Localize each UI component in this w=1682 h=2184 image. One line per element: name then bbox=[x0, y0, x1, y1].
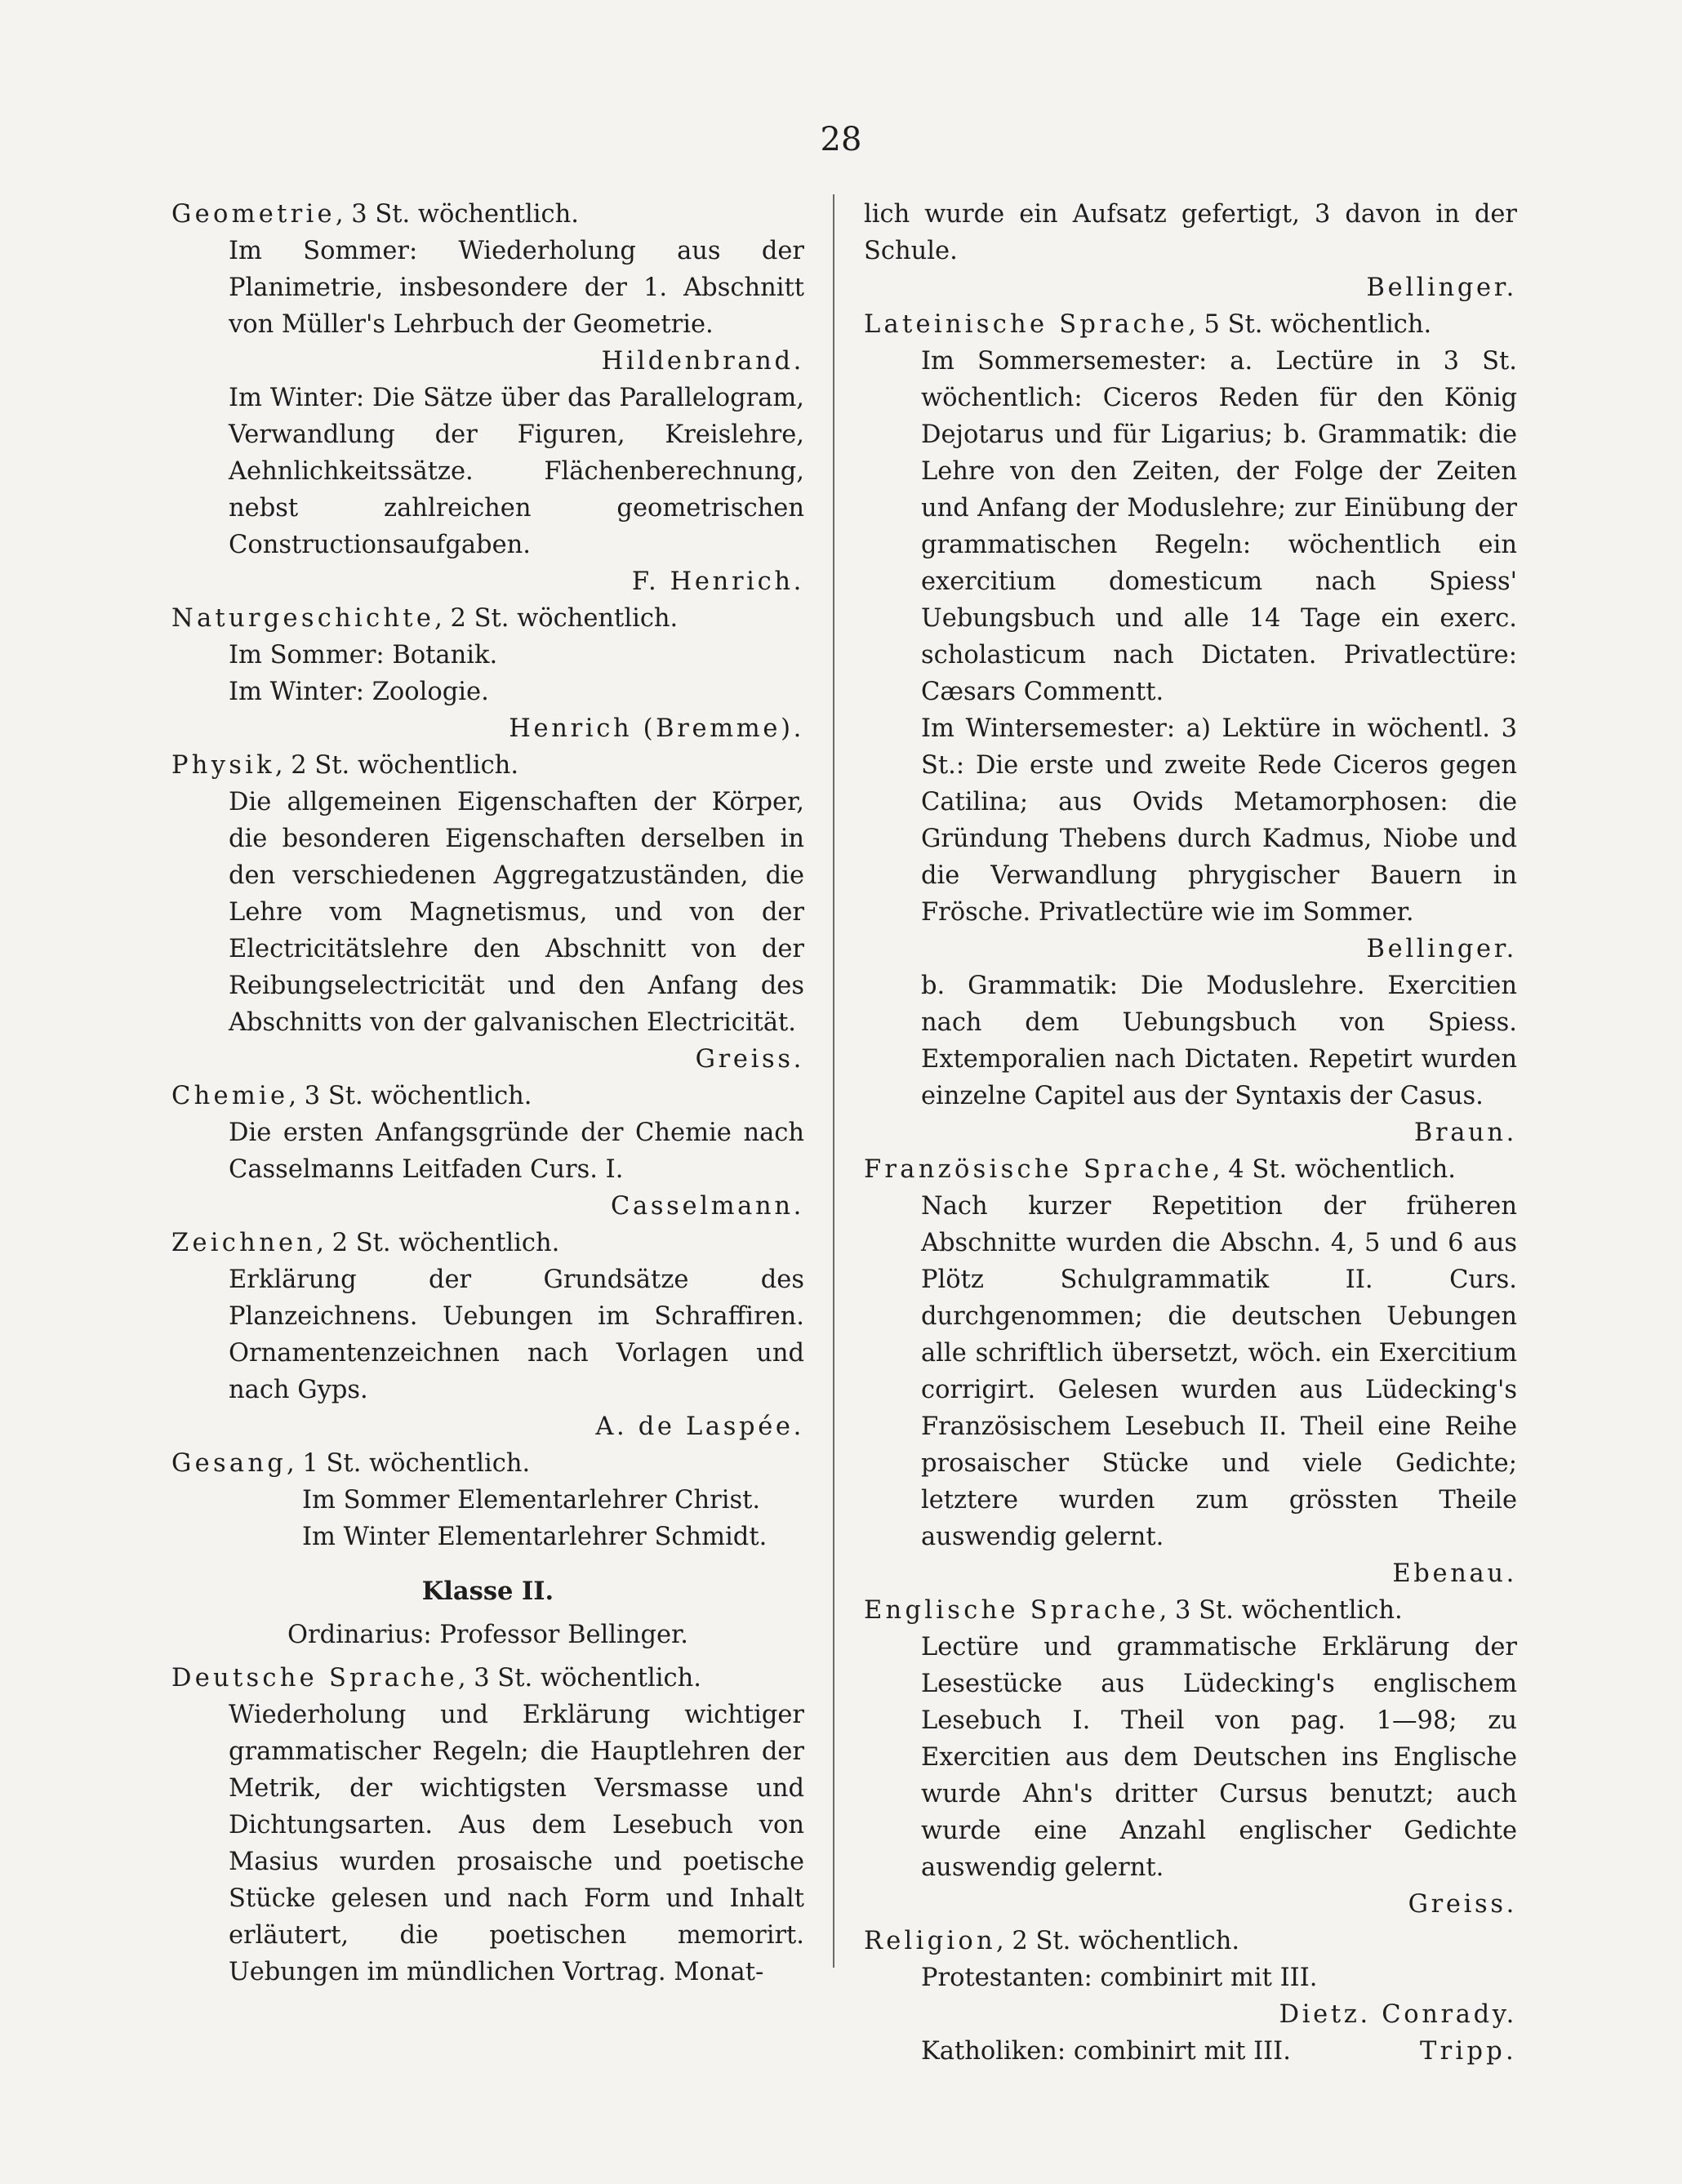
chemie-signature: Casselmann. bbox=[611, 1192, 804, 1221]
chemie-text: Die ersten Anfangsgründe der Chemie nach Casselmanns Leitfaden Curs. I. bbox=[229, 1119, 804, 1184]
physik-text: Die allgemeinen Eigenschaften der Körper, die besonderen Eigenschaften derselben in den verschiedenen Aggregatzuständen, die Lehre vom Magnetismus, und von der Electricitätslehre den Abschnitt von der Reibungselectricität und den Anfang des Abschnitts von der galvanischen Electricität. bbox=[229, 788, 804, 1037]
franz-signature: Ebenau. bbox=[1392, 1559, 1517, 1588]
englisch-text: Lectüre und grammatische Erklärung der Lesestücke aus Lüdecking's englischem Lesebuch I. Theil von pag. 1—98; zu Exercitien aus dem Deutschen ins Englische wurde Ahn's dritter Cursus benutzt; auch wurde eine Anzahl englischer Gedichte auswendig gelernt. bbox=[921, 1633, 1517, 1882]
section-latein-heading: Lateinische Sprache, 5 St. wöchentlich. bbox=[864, 310, 1432, 339]
page-number: 28 bbox=[820, 121, 862, 158]
zeichnen-text: Erklärung der Grundsätze des Planzeichnens. Uebungen im Schraffiren. Ornamentenzeichnen nach Vorlagen und nach Gyps. bbox=[229, 1265, 804, 1404]
section-chemie-heading: Chemie, 3 St. wöchentlich. bbox=[171, 1082, 532, 1110]
latein-grammatik-signature: Braun. bbox=[1413, 1119, 1517, 1147]
latein-winter-signature: Bellinger. bbox=[1366, 935, 1517, 963]
ordinarius-line: Ordinarius: Professor Bellinger. bbox=[287, 1621, 688, 1649]
left-column bbox=[171, 196, 804, 1991]
latein-sommer-text: Im Sommersemester: a. Lectüre in 3 St. wöchentlich: Ciceros Reden für den König Dejotarus und für Ligarius; b. Grammatik: die Lehre von den Zeiten, der Folge der Zeiten und Anfang der Moduslehre; zur Einübung der grammatischen Regeln: wöchentlich ein exercitium domesticum nach Spiess' Uebungsbuch und alle 14 Tage ein exerc. scholasticum nach Dictaten. Privatlectüre: Cæsars Commentt. bbox=[921, 347, 1517, 706]
latein-winter-text: Im Wintersemester: a) Lektüre in wöchentl. 3 St.: Die erste und zweite Rede Ciceros gegen Catilina; aus Ovids Metamorphosen: die Gründung Thebens durch Kadmus, Niobe und die Verwandlung phrygischer Bauern in Frösche. Privatlectüre wie im Sommer. bbox=[921, 714, 1517, 927]
deutsche-text: Wiederholung und Erklärung wichtiger grammatischer Regeln; die Hauptlehren der Metrik, der wichtigsten Versmasse und Dichtungsarten. Aus dem Lesebuch von Masius wurden prosaische und poetische Stücke gelesen und nach Form und Inhalt erläutert, die poetischen memorirt. Uebungen im mündlichen Vortrag. Monat- bbox=[229, 1701, 804, 1986]
deutsche-continued-text: lich wurde ein Aufsatz gefertigt, 3 davon in der Schule. bbox=[864, 200, 1517, 265]
naturgeschichte-sommer: Im Sommer: Botanik. bbox=[229, 641, 498, 669]
geometrie-sommer-text: Im Sommer: Wiederholung aus der Planimetrie, insbesondere der 1. Abschnitt von Müller's Lehrbuch der Geometrie. bbox=[229, 237, 804, 339]
section-gesang-heading: Gesang, 1 St. wöchentlich. bbox=[171, 1449, 531, 1478]
geometrie-winter-signature: F. Henrich. bbox=[631, 567, 804, 596]
klasse-title: Klasse II. bbox=[421, 1577, 554, 1606]
religion-katholiken-signature: Tripp. bbox=[1419, 2037, 1517, 2066]
deutsche-signature: Bellinger. bbox=[1366, 274, 1517, 302]
englisch-signature: Greiss. bbox=[1408, 1890, 1517, 1919]
section-franz-heading: Französische Sprache, 4 St. wöchentlich. bbox=[864, 1155, 1456, 1184]
naturgeschichte-winter: Im Winter: Zoologie. bbox=[229, 678, 489, 706]
section-englisch-heading: Englische Sprache, 3 St. wöchentlich. bbox=[864, 1596, 1403, 1625]
religion-protestanten: Protestanten: combinirt mit III. bbox=[921, 1964, 1318, 1992]
section-religion-heading: Religion, 2 St. wöchentlich. bbox=[864, 1927, 1240, 1955]
gesang-winter: Im Winter Elementarlehrer Schmidt. bbox=[302, 1523, 768, 1551]
naturgeschichte-signature: Henrich (Bremme). bbox=[509, 714, 804, 743]
zeichnen-signature: A. de Laspée. bbox=[595, 1412, 804, 1441]
column-divider bbox=[833, 194, 834, 1968]
section-physik-heading: Physik, 2 St. wöchentlich. bbox=[171, 751, 519, 780]
religion-katholiken-row bbox=[864, 2033, 1517, 2070]
latein-grammatik-text: b. Grammatik: Die Moduslehre. Exercitien nach dem Uebungsbuch von Spiess. Extemporalien nach Dictaten. Repetirt wurden einzelne Capitel aus der Syntaxis der Casus. bbox=[921, 972, 1517, 1110]
physik-signature: Greiss. bbox=[695, 1045, 804, 1074]
religion-protestanten-signature: Dietz. Conrady. bbox=[1279, 2000, 1517, 2029]
franz-text: Nach kurzer Repetition der früheren Abschnitte wurden die Abschn. 4, 5 und 6 aus Plötz Schulgrammatik II. Curs. durchgenommen; die deutschen Uebungen alle schriftlich übersetzt, wöch. ein Exercitium corrigirt. Gelesen wurden aus Lüdecking's Französischem Lesebuch II. Theil eine Reihe prosaischer Stücke und viele Gedichte; letztere wurden zum grössten Theile auswendig gelernt. bbox=[921, 1192, 1517, 1551]
section-naturgeschichte-heading: Naturgeschichte, 2 St. wöchentlich. bbox=[171, 604, 679, 633]
geometrie-sommer-signature: Hildenbrand. bbox=[601, 347, 804, 376]
section-geometrie-heading: Geometrie, 3 St. wöchentlich. bbox=[171, 200, 579, 229]
right-column bbox=[864, 196, 1517, 2070]
gesang-sommer: Im Sommer Elementarlehrer Christ. bbox=[302, 1486, 761, 1515]
geometrie-winter-text: Im Winter: Die Sätze über das Parallelogram, Verwandlung der Figuren, Kreislehre, Aehnlichkeitssätze. Flächenberechnung, nebst zahlreichen geometrischen Constructionsaufgaben. bbox=[229, 384, 804, 559]
religion-katholiken: Katholiken: combinirt mit III. bbox=[921, 2037, 1291, 2066]
section-deutsche-heading: Deutsche Sprache, 3 St. wöchentlich. bbox=[171, 1664, 701, 1692]
section-zeichnen-heading: Zeichnen, 2 St. wöchentlich. bbox=[171, 1229, 560, 1257]
